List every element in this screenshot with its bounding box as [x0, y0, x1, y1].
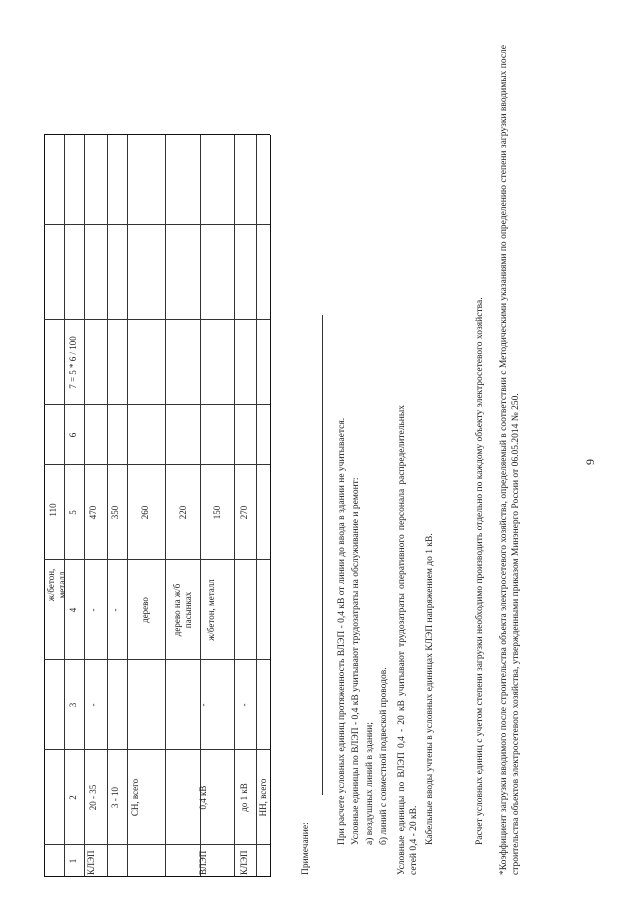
- page-number: 9: [583, 459, 597, 465]
- row1-c5: 470: [88, 505, 98, 520]
- note-8: *Коэффициент загрузки вводимого после строительства объекта электросетевого хозяйства, определяемый в соответствии с Методическими указаниями по определению степени загрузки вводимых после строительства объектов электросетевого хозяйства, утвержденными приказом Минэнерго России от 06.05.2014 № 250.: [499, 45, 521, 875]
- row-kvl-label: КЛЭП: [86, 850, 96, 875]
- header-110: 110: [48, 503, 58, 517]
- row2-voltage: 3 - 10: [110, 787, 120, 808]
- kl-label: КЛЭП: [239, 850, 249, 875]
- kl-c5: 270: [239, 505, 249, 520]
- col-4-header: 4: [68, 607, 78, 613]
- vl-voltage: 0,4 кВ: [198, 785, 208, 810]
- material-wood-on-concrete: дерево на ж/б пасынках: [172, 583, 193, 637]
- material-wood: дерево: [140, 597, 150, 623]
- row1-c4: -: [88, 608, 98, 612]
- note-3: а) воздушных линий в здании;: [365, 722, 375, 845]
- note-5: Условные единицы по ВЛЭП 0,4 - 20 кВ учитывают трудозатраты оперативного персонала распределительных сетей 0,4 - 20 кВ.: [397, 405, 419, 875]
- note-6: Кабельные вводы учтены в условных единицах КЛЭП напряжением до 1 кВ.: [425, 533, 435, 845]
- col-6-header: 6: [68, 432, 78, 438]
- row2-c5: 350: [110, 505, 120, 520]
- col-7-header: 7 = 5 * 6 / 100: [68, 336, 78, 389]
- col-2-header: 2: [68, 795, 78, 800]
- notes-title: Примечание:: [301, 822, 311, 875]
- material-concrete-metal-value: 150: [212, 505, 222, 520]
- row2-c4: -: [110, 608, 120, 612]
- note-4: б) линий с совместной подвеской проводов.: [379, 667, 389, 845]
- row1-c3: -: [88, 703, 98, 707]
- col-5-header: 5: [68, 510, 78, 515]
- note-7: Расчет условных единиц с учетом степени загрузки необходимо производить отдельно по каждому объекту электросетевого хозяйства.: [475, 297, 485, 845]
- material-wood-value: 260: [140, 505, 150, 520]
- col-3-header: 3: [68, 702, 78, 708]
- sn-total: СН, всего: [130, 778, 140, 817]
- note-1: При расчете условных единиц протяженность ВЛЭП - 0,4 кВ от линии до ввода в здании не учитывается.: [337, 417, 347, 845]
- header-material: ж/бетон, металл: [46, 568, 67, 602]
- material-wood-on-concrete-value: 220: [178, 505, 188, 520]
- nn-total: НН, всего: [258, 778, 268, 817]
- vl-c3: -: [198, 703, 208, 707]
- row1-voltage: 20 - 35: [88, 784, 98, 811]
- material-concrete-metal: ж/бетон, металл: [206, 579, 216, 641]
- vl-label: ВЛЭП: [198, 850, 208, 875]
- col-1-header: 1: [68, 858, 78, 864]
- note-2: Условные единицы по ВЛЭП - 0,4 кВ учитывают трудозатраты на обслуживание и ремонт:: [351, 477, 361, 845]
- kl-voltage: до 1 кВ: [239, 783, 249, 812]
- kl-c3: -: [239, 703, 249, 707]
